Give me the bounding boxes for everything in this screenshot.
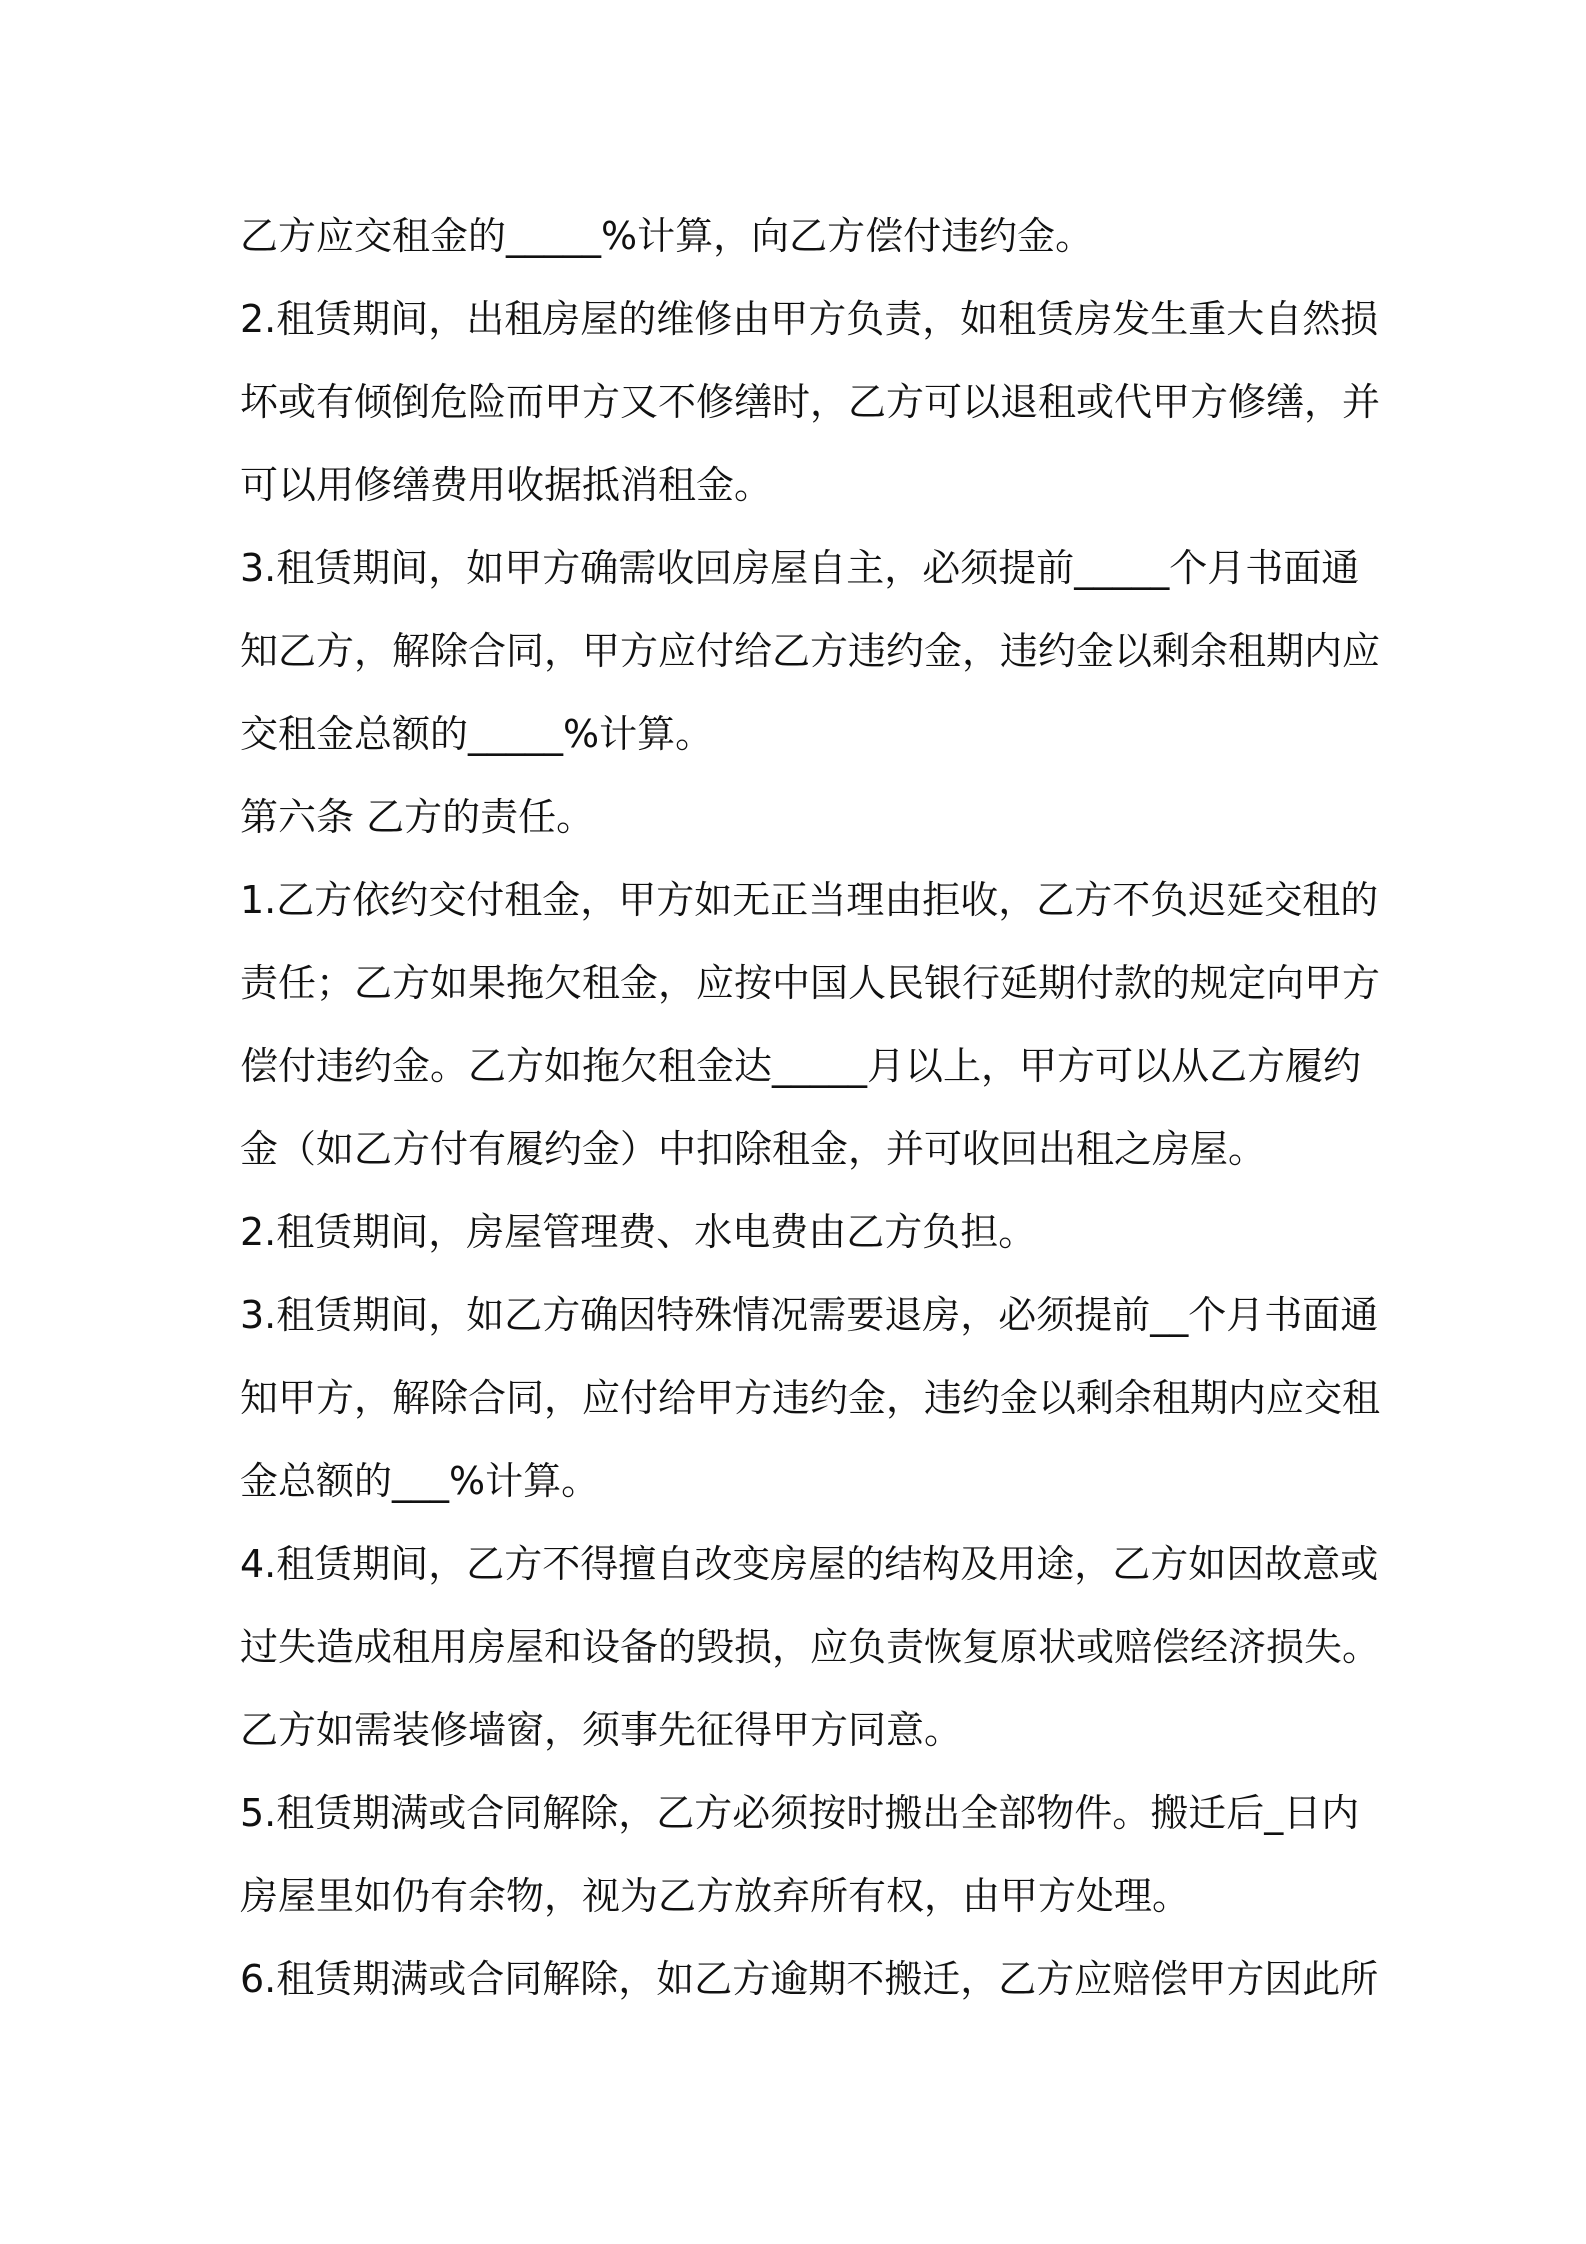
text-line: 3.租赁期间，如甲方确需收回房屋自主，必须提前_____个月书面通 bbox=[240, 546, 1360, 590]
text-line: 乙方如需装修墙窗，须事先征得甲方同意。 bbox=[240, 1708, 963, 1752]
text-line: 3.租赁期间，如乙方确因特殊情况需要退房，必须提前__个月书面通 bbox=[240, 1293, 1379, 1337]
text-line: 6.租赁期满或合同解除，如乙方逾期不搬迁，乙方应赔偿甲方因此所 bbox=[240, 1957, 1379, 2001]
document-body bbox=[240, 195, 1381, 2021]
text-line: 4.租赁期间，乙方不得擅自改变房屋的结构及用途，乙方如因故意或 bbox=[240, 1542, 1379, 1586]
text-line: 1.乙方依约交付租金，甲方如无正当理由拒收，乙方不负迟延交租的 bbox=[240, 878, 1379, 922]
text-line: 乙方应交租金的_____%计算，向乙方偿付违约金。 bbox=[240, 214, 1094, 258]
section-heading: 第六条 乙方的责任。 bbox=[240, 795, 595, 839]
text-line: 过失造成租用房屋和设备的毁损，应负责恢复原状或赔偿经济损失。 bbox=[240, 1625, 1381, 1669]
text-line: 2.租赁期间，出租房屋的维修由甲方负责，如租赁房发生重大自然损 bbox=[240, 297, 1379, 341]
text-line: 金总额的___%计算。 bbox=[240, 1459, 600, 1503]
text-line: 偿付违约金。乙方如拖欠租金达_____月以上，甲方可以从乙方履约 bbox=[240, 1044, 1362, 1088]
text-line: 2.租赁期间，房屋管理费、水电费由乙方负担。 bbox=[240, 1210, 1037, 1254]
text-line: 房屋里如仍有余物，视为乙方放弃所有权，由甲方处理。 bbox=[240, 1874, 1191, 1918]
text-line: 交租金总额的_____%计算。 bbox=[240, 712, 714, 756]
text-line: 金（如乙方付有履约金）中扣除租金，并可收回出租之房屋。 bbox=[240, 1127, 1267, 1171]
text-line: 可以用修缮费用收据抵消租金。 bbox=[240, 463, 773, 507]
text-line: 知甲方，解除合同，应付给甲方违约金，违约金以剩余租期内应交租 bbox=[240, 1376, 1381, 1420]
text-line: 责任；乙方如果拖欠租金，应按中国人民银行延期付款的规定向甲方 bbox=[240, 961, 1381, 1005]
text-line: 知乙方，解除合同，甲方应付给乙方违约金，违约金以剩余租期内应 bbox=[240, 629, 1381, 673]
text-line: 5.租赁期满或合同解除，乙方必须按时搬出全部物件。搬迁后_日内 bbox=[240, 1791, 1360, 1835]
text-line: 坏或有倾倒危险而甲方又不修缮时，乙方可以退租或代甲方修缮，并 bbox=[240, 380, 1381, 424]
